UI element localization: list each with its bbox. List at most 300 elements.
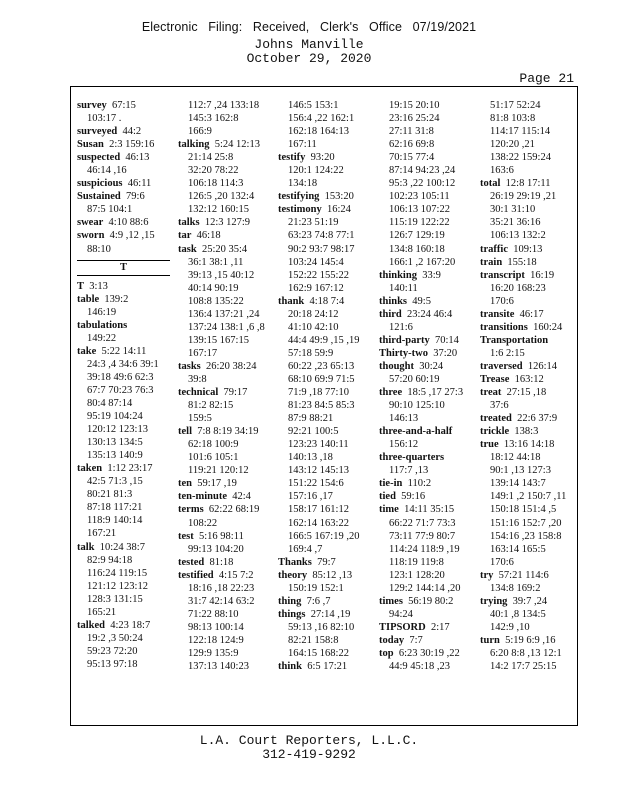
page-line-refs: 121:6	[389, 321, 413, 333]
index-term: talking	[178, 139, 210, 151]
page-line-refs: 19:2 ,3 50:24	[87, 632, 143, 644]
index-entry	[379, 308, 463, 334]
page-line-refs: 95:19 104:24	[87, 411, 143, 423]
page-line-refs: 167:21	[87, 528, 117, 540]
page-line-refs: 82:21 158:8	[288, 634, 339, 646]
index-term: treat	[480, 387, 502, 399]
page-line-refs: 56:19 80:2	[408, 595, 454, 607]
page-line-refs: 42:5 71:3 ,15	[87, 476, 143, 488]
page-line-refs: 101:6 105:1	[188, 452, 239, 464]
page-line-refs: 165:21	[87, 606, 117, 618]
page-line-refs: 146:19	[87, 306, 117, 318]
index-term: tabulations	[77, 319, 128, 331]
index-entry	[379, 347, 463, 360]
index-term: three-quarters	[379, 452, 445, 464]
index-term: talk	[77, 541, 95, 553]
page-line-refs: 120:1 124:22	[288, 165, 344, 177]
index-term: transitions	[480, 321, 528, 333]
index-entry	[480, 386, 566, 412]
page-line-refs: 79:17	[223, 387, 248, 399]
page-line-refs: 156:4 ,22 162:1	[288, 113, 355, 125]
index-term: theory	[278, 569, 308, 581]
page-line-refs: 30:1 31:10	[490, 204, 536, 216]
page-line-refs: 126:7 129:19	[389, 230, 445, 242]
page-line-refs: 103:24 145:4	[288, 256, 344, 268]
index-term: think	[278, 661, 302, 673]
index-entry	[77, 216, 170, 229]
page-line-refs: 57:21 114:6	[498, 569, 549, 581]
page-line-refs: 26:20 38:24	[206, 360, 257, 372]
deposition-date: October 29, 2020	[246, 51, 372, 66]
page-line-refs: 108:8 135:22	[188, 295, 244, 307]
page-line-refs: 49:5	[412, 295, 431, 307]
index-term: T	[77, 280, 85, 292]
index-entry	[379, 451, 463, 477]
index-entry	[278, 569, 359, 595]
index-entry	[480, 243, 566, 256]
index-entry	[480, 360, 566, 373]
index-entry	[278, 203, 359, 294]
page-line-refs: 37:6	[490, 400, 509, 412]
page-line-refs: 59:23 72:20	[87, 645, 138, 657]
page-line-refs: 166:5 167:19 ,20	[288, 530, 360, 542]
page-line-refs: 167:17	[188, 347, 218, 359]
page-line-refs: 16:19	[530, 269, 555, 281]
page-line-refs: 81:18	[209, 556, 234, 568]
index-entry	[480, 269, 566, 308]
page-line-refs: 27:14 ,19	[310, 608, 351, 620]
index-entry	[178, 490, 265, 503]
page-line-refs: 90:10 125:10	[389, 400, 445, 412]
index-entry	[480, 334, 566, 360]
index-term: tested	[178, 556, 205, 568]
index-entry	[278, 295, 359, 556]
page-line-refs: 60:22 ,23 65:13	[288, 360, 355, 372]
index-term: thing	[278, 595, 302, 607]
page-line-refs: 5:22 14:11	[101, 345, 147, 357]
page-line-refs: 122:18 124:9	[188, 634, 244, 646]
index-term: three	[379, 387, 403, 399]
page-line-refs: 4:9 ,12 ,15	[109, 230, 155, 242]
page-line-refs: 5:19 6:9 ,16	[505, 634, 556, 646]
index-term: times	[379, 595, 403, 607]
page-line-refs: 114:17 115:14	[490, 126, 551, 138]
index-entry	[379, 595, 463, 621]
index-entry	[178, 229, 265, 242]
page-line-refs: 27:11 31:8	[389, 126, 434, 138]
index-term: testifying	[278, 191, 320, 203]
page-number: Page 21	[519, 71, 574, 86]
page-line-refs: 5:16 98:11	[199, 530, 244, 542]
index-term: testify	[278, 152, 306, 164]
page-line-refs: 27:15 ,18	[506, 387, 547, 399]
page-line-refs: 163:14 165:5	[490, 543, 546, 555]
index-term: Sustained	[77, 191, 121, 203]
page-line-refs: 102:23 105:11	[389, 191, 450, 203]
index-term: testimony	[278, 204, 322, 216]
page-line-refs: 129:2 144:14 ,20	[389, 582, 461, 594]
index-term: tied	[379, 491, 396, 503]
index-entry	[379, 634, 463, 647]
page-line-refs: 146:5 153:1	[288, 100, 339, 111]
index-term: turn	[480, 634, 500, 646]
index-term: testified	[178, 569, 214, 581]
page-line-refs: 1:6 2:15	[490, 347, 525, 359]
index-entry	[480, 425, 566, 438]
index-term: thought	[379, 360, 415, 372]
page-line-refs: 42:4	[232, 491, 251, 503]
index-entry	[379, 360, 463, 386]
page-line-refs: 87:14 94:23 ,24	[389, 165, 456, 177]
page-line-refs: 67:15	[112, 100, 136, 111]
index-entry	[77, 345, 170, 462]
page-line-refs: 46:18	[196, 230, 221, 242]
page-line-refs: 103:17 .	[87, 113, 122, 125]
page-line-refs: 18:12 44:18	[490, 452, 541, 464]
page-line-refs: 115:19 122:22	[389, 217, 450, 229]
page-line-refs: 73:11 77:9 80:7	[389, 530, 456, 542]
page-line-refs: 116:24 119:15	[87, 567, 148, 579]
index-entry	[77, 462, 170, 540]
index-term: traversed	[480, 360, 523, 372]
filing-stamp: Electronic Filing: Received, Clerk's Office 07/19/2021	[141, 20, 477, 34]
index-entry	[480, 308, 566, 321]
index-entry	[77, 280, 170, 293]
page-line-refs: 166:1 ,2 167:20	[389, 256, 456, 268]
page-line-refs: 24:3 ,4 34:6 39:1	[87, 358, 159, 370]
page-line-refs: 109:13	[513, 243, 543, 255]
page-line-refs: 90:1 ,13 127:3	[490, 465, 551, 477]
page-line-refs: 151:16 152:7 ,20	[490, 517, 562, 529]
page-line-refs: 2:3 159:16	[109, 139, 155, 151]
page-line-refs: 140:13 ,18	[288, 452, 333, 464]
page-line-refs: 22:6 37:9	[517, 413, 558, 425]
page-line-refs: 120:20 ,21	[490, 139, 535, 151]
page-line-refs: 87:18 117:21	[87, 502, 143, 514]
page-line-refs: 39:13 ,15 40:12	[188, 269, 255, 281]
page-line-refs: 26:19 29:19 ,21	[490, 191, 557, 203]
index-term: swear	[77, 217, 104, 229]
page-line-refs: 44:9 45:18 ,23	[389, 661, 450, 673]
page-line-refs: 37:20	[433, 347, 458, 359]
index-entry	[379, 477, 463, 490]
index-entry	[178, 477, 265, 490]
index-term: total	[480, 178, 501, 190]
page-line-refs: 137:13 140:23	[188, 661, 249, 673]
page-line-refs: 3:13	[89, 280, 108, 292]
page-line-refs: 136:4 137:21 ,24	[188, 308, 260, 320]
index-entry	[480, 373, 566, 386]
page-line-refs: 126:5 ,20 132:4	[188, 191, 255, 203]
page-line-refs: 146:13	[389, 413, 419, 425]
page-line-refs: 68:10 69:9 71:5	[288, 373, 355, 385]
index-entry	[178, 138, 265, 216]
page-line-refs: 46:17	[519, 308, 544, 320]
index-entry	[178, 530, 265, 556]
index-term: three-and-a-half	[379, 426, 453, 438]
page-line-refs: 121:12 123:12	[87, 580, 148, 592]
index-entry	[178, 556, 265, 569]
index-column-2	[178, 99, 265, 673]
page-line-refs: 12:8 17:11	[505, 178, 551, 190]
page-line-refs: 59:13 ,16 82:10	[288, 621, 355, 633]
page-line-refs: 2:17	[430, 621, 450, 633]
page-line-refs: 57:18 59:9	[288, 347, 334, 359]
index-term: today	[379, 634, 405, 646]
index-entry	[379, 334, 463, 347]
page-line-refs: 39:7 ,24	[512, 595, 548, 607]
page-line-refs: 39:8	[188, 373, 207, 385]
index-entry	[77, 229, 170, 255]
index-entry	[77, 138, 170, 151]
page-line-refs: 142:9 ,10	[490, 621, 530, 633]
page-line-refs: 14:11 35:15	[404, 504, 455, 516]
page-line-refs: 162:14 163:22	[288, 517, 349, 529]
page-line-refs: 98:13 100:14	[188, 621, 244, 633]
index-term: Trease	[480, 373, 510, 385]
page-line-refs: 6:23 30:19 ,22	[398, 647, 460, 659]
index-entry	[480, 412, 566, 425]
page-line-refs: 4:23 18:7	[110, 619, 151, 631]
page-line-refs: 93:20	[310, 152, 335, 164]
index-entry	[278, 556, 359, 569]
page-line-refs: 63:23 74:8 77:1	[288, 230, 355, 242]
index-column-3	[278, 99, 359, 673]
index-term: taken	[77, 463, 103, 475]
index-column-1	[77, 99, 170, 671]
index-term: Thirty-two	[379, 347, 428, 359]
index-entry	[77, 619, 170, 671]
index-entry	[77, 541, 170, 619]
page-line-refs: 149:22	[87, 332, 117, 344]
index-term: sworn	[77, 230, 105, 242]
page-line-refs: 118:19 119:8	[389, 556, 444, 568]
page-line-refs: 41:10 42:10	[288, 321, 339, 333]
index-entry	[178, 503, 265, 529]
index-term: test	[178, 530, 194, 542]
page-line-refs: 4:18 7:4	[309, 295, 345, 307]
page-line-refs: 126:14	[527, 360, 557, 372]
page-line-refs: 40:1 ,8 134:5	[490, 608, 546, 620]
page-line-refs: 160:24	[533, 321, 563, 333]
index-entry	[77, 319, 170, 345]
page-line-refs: 1:12 23:17	[107, 463, 153, 475]
page-line-refs: 71:9 ,18 77:10	[288, 387, 349, 399]
index-term: Thanks	[278, 556, 312, 568]
page-line-refs: 21:14 25:8	[188, 152, 234, 164]
page-line-refs: 57:20 60:19	[389, 373, 440, 385]
page-line-refs: 163:12	[514, 373, 544, 385]
page-line-refs: 81:8 103:8	[490, 113, 536, 125]
index-entry	[77, 293, 170, 319]
page-line-refs: 123:1 128:20	[389, 569, 445, 581]
index-entry	[379, 425, 463, 451]
index-term: take	[77, 345, 97, 357]
page-line-refs: 30:24	[419, 360, 444, 372]
page-line-refs: 70:14	[435, 334, 459, 346]
index-term: TIPSORD	[379, 621, 426, 633]
index-term: tasks	[178, 360, 201, 372]
index-entry	[178, 360, 265, 386]
index-entry	[379, 647, 463, 673]
page-line-refs: 154:16 ,23 158:8	[490, 530, 562, 542]
page-line-refs: 44:2	[122, 126, 142, 138]
page-line-refs: 128:3 131:15	[87, 593, 143, 605]
page-line-refs: 145:3 162:8	[188, 113, 239, 125]
index-entry	[379, 99, 463, 269]
index-entry	[77, 177, 170, 190]
index-entry	[77, 99, 170, 125]
index-entry	[77, 151, 170, 177]
index-entry	[178, 99, 265, 138]
page-line-refs: 163:6	[490, 165, 514, 177]
page-line-refs: 106:13 132:2	[490, 230, 546, 242]
page-line-refs: 139:15 167:15	[188, 334, 249, 346]
page-line-refs: 13:16 14:18	[503, 439, 555, 451]
page-line-refs: 170:6	[490, 295, 514, 307]
page-line-refs: 7:7	[409, 634, 423, 646]
page-line-refs: 140:11	[389, 282, 418, 294]
page-line-refs: 85:12 ,13	[312, 569, 353, 581]
index-term: terms	[178, 504, 204, 516]
index-entry	[278, 99, 359, 151]
page-line-refs: 81:23 84:5 85:3	[288, 400, 355, 412]
page-line-refs: 39:18 49:6 62:3	[87, 371, 154, 383]
index-column-4	[379, 99, 463, 673]
index-term: thinks	[379, 295, 408, 307]
index-term: Transportation	[480, 334, 549, 346]
page-line-refs: 132:12 160:15	[188, 204, 249, 216]
page-line-refs: 150:19 152:1	[288, 582, 344, 594]
page-line-refs: 44:4 49:9 ,15 ,19	[288, 334, 360, 346]
index-entry	[379, 503, 463, 594]
index-term: talked	[77, 619, 106, 631]
index-term: trickle	[480, 426, 510, 438]
index-term: technical	[178, 387, 219, 399]
page-line-refs: 95:13 97:18	[87, 658, 138, 670]
page-line-refs: 134:8 160:18	[389, 243, 445, 255]
page-line-refs: 66:22 71:7 73:3	[389, 517, 456, 529]
index-term: third	[379, 308, 402, 320]
index-entry	[278, 660, 359, 673]
index-entry	[480, 321, 566, 334]
index-entry	[77, 125, 170, 138]
page-line-refs: 23:24 46:4	[407, 308, 453, 320]
page-line-refs: 32:20 78:22	[188, 165, 239, 177]
page-line-refs: 153:20	[324, 191, 354, 203]
page-line-refs: 80:21 81:3	[87, 489, 133, 501]
page-line-refs: 46:14 ,16	[87, 165, 127, 177]
page-line-refs: 158:17 161:12	[288, 504, 349, 516]
page-line-refs: 139:14 143:7	[490, 478, 546, 490]
page-line-refs: 143:12 145:13	[288, 465, 349, 477]
index-term: third-party	[379, 334, 430, 346]
page-line-refs: 167:11	[288, 139, 317, 151]
page-line-refs: 33:9	[422, 269, 441, 281]
index-term: Susan	[77, 139, 104, 151]
section-letter: T	[77, 260, 170, 276]
page-line-refs: 18:16 ,18 22:23	[188, 582, 255, 594]
page-line-refs: 134:18	[288, 178, 318, 190]
index-entry	[379, 295, 463, 308]
page-line-refs: 79:6	[126, 191, 145, 203]
index-term: table	[77, 293, 100, 305]
index-term: ten	[178, 478, 192, 490]
index-column-5	[480, 99, 566, 673]
index-term: tie-in	[379, 478, 403, 490]
index-term: trying	[480, 595, 508, 607]
page-line-refs: 151:22 154:6	[288, 478, 344, 490]
page-line-refs: 106:13 107:22	[389, 204, 450, 216]
index-entry	[480, 256, 566, 269]
page-line-refs: 31:7 42:14 63:2	[188, 595, 255, 607]
page-line-refs: 40:14 90:19	[188, 282, 239, 294]
index-entry	[480, 99, 566, 177]
page-line-refs: 120:12 123:13	[87, 424, 148, 436]
page-line-refs: 94:24	[389, 608, 413, 620]
page-line-refs: 149:1 ,2 150:7 ,11	[490, 491, 567, 503]
index-entry	[379, 621, 463, 634]
index-term: task	[178, 243, 197, 255]
index-term: suspicious	[77, 178, 123, 190]
page-line-refs: 36:1 38:1 ,11	[188, 256, 244, 268]
page-line-refs: 159:5	[188, 413, 212, 425]
page-line-refs: 19:15 20:10	[389, 100, 440, 111]
page-line-refs: 35:21 36:16	[490, 217, 541, 229]
page-line-refs: 16:24	[327, 204, 351, 216]
reporter-phone: 312-419-9292	[262, 747, 356, 762]
index-term: suspected	[77, 152, 121, 164]
page-line-refs: 162:9 167:12	[288, 282, 344, 294]
index-term: transcript	[480, 269, 525, 281]
page-line-refs: 79:7	[317, 556, 336, 568]
index-entry	[480, 634, 566, 673]
page-line-refs: 118:9 140:14	[87, 515, 143, 527]
page-line-refs: 170:6	[490, 556, 514, 568]
index-term: try	[480, 569, 494, 581]
page-line-refs: 99:13 104:20	[188, 543, 244, 555]
index-term: train	[480, 256, 503, 268]
page-line-refs: 5:24 12:13	[214, 139, 260, 151]
page-line-refs: 62:22 68:19	[208, 504, 260, 516]
page-line-refs: 114:24 118:9 ,19	[389, 543, 460, 555]
index-entry	[278, 151, 359, 190]
page-line-refs: 7:8 8:19 34:19	[197, 426, 259, 438]
page-line-refs: 51:17 52:24	[490, 100, 541, 111]
index-term: traffic	[480, 243, 508, 255]
page-line-refs: 46:13	[125, 152, 150, 164]
index-term: time	[379, 504, 399, 516]
page-line-refs: 62:16 69:8	[389, 139, 435, 151]
page-line-refs: 112:7 ,24 133:18	[188, 100, 260, 111]
page-line-refs: 6:20 8:8 ,13 12:1	[490, 647, 562, 659]
index-entry	[178, 386, 265, 425]
page-line-refs: 82:9 94:18	[87, 554, 133, 566]
index-frame	[70, 86, 578, 726]
index-term: transite	[480, 308, 515, 320]
page-line-refs: 10:24 38:7	[99, 541, 145, 553]
page-line-refs: 157:16 ,17	[288, 491, 333, 503]
page-line-refs: 80:4 87:14	[87, 397, 133, 409]
page-line-refs: 59:16	[401, 491, 426, 503]
page-line-refs: 70:15 77:4	[389, 152, 435, 164]
index-term: surveyed	[77, 126, 118, 138]
page-line-refs: 130:13 134:5	[87, 437, 143, 449]
index-entry	[480, 569, 566, 595]
page-line-refs: 23:16 25:24	[389, 113, 440, 125]
page-line-refs: 106:18 114:3	[188, 178, 244, 190]
page-line-refs: 135:13 140:9	[87, 450, 143, 462]
